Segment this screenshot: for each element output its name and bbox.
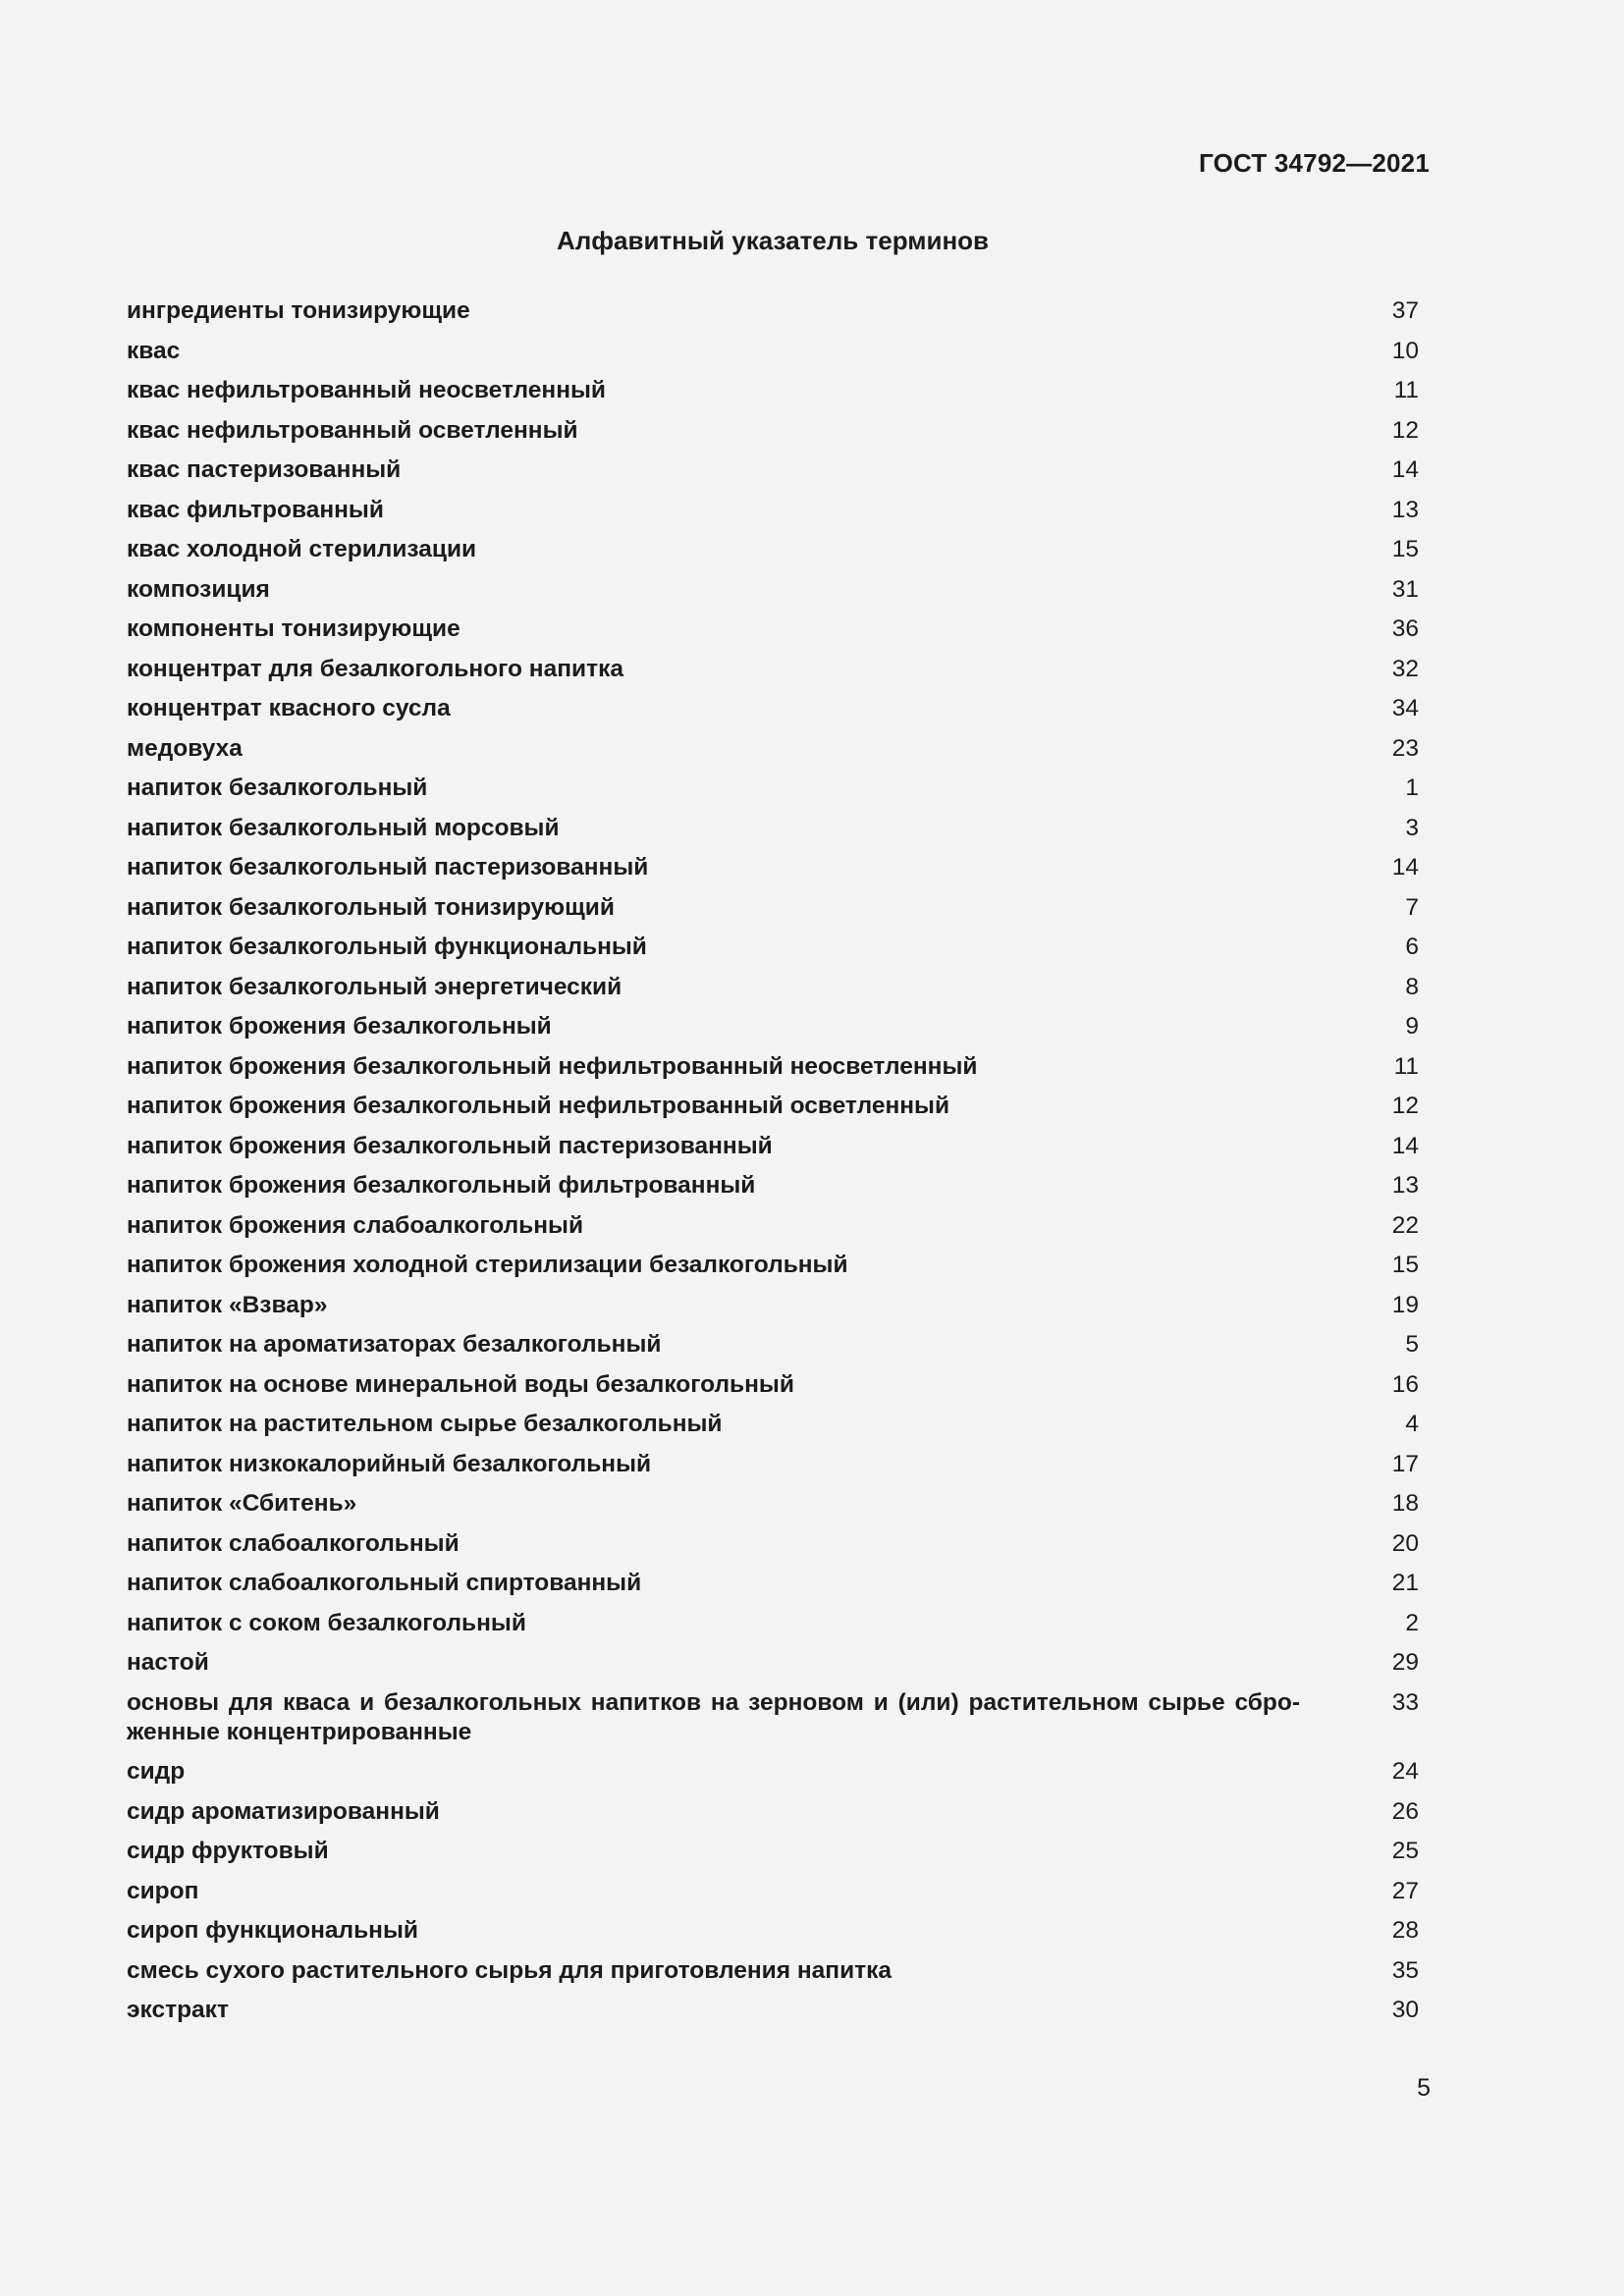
- index-term: сироп: [127, 1877, 199, 1904]
- index-term: основы для кваса и безалкогольных напитков на зерновом и (или) растительном сырье сбро-женные концентрированные: [127, 1688, 1300, 1745]
- index-entry: [127, 535, 1419, 564]
- index-entry: [127, 1996, 1419, 2025]
- index-term: компоненты тонизирующие: [127, 615, 460, 642]
- index-entry: [127, 1877, 1419, 1906]
- index-page-ref: 28: [1391, 1917, 1419, 1944]
- index-page-ref: 14: [1391, 456, 1419, 483]
- index-term: напиток брожения холодной стерилизации безалкогольный: [127, 1252, 848, 1278]
- index-page-ref: 12: [1391, 416, 1419, 444]
- index-entry: [127, 1132, 1419, 1161]
- index-page-ref: 11: [1393, 1052, 1419, 1080]
- index-page-ref: 13: [1391, 496, 1419, 523]
- index-entry: [127, 1171, 1419, 1201]
- index-entry: [127, 655, 1419, 684]
- index-term: напиток слабоалкогольный: [127, 1529, 460, 1557]
- index-page-ref: 21: [1391, 1570, 1419, 1596]
- index-entry: [127, 416, 1419, 446]
- index-term: сироп функциональный: [127, 1917, 418, 1944]
- index-term: напиток брожения безалкогольный: [127, 1013, 552, 1040]
- index-entry: [127, 1251, 1419, 1280]
- index-page-ref: 14: [1391, 854, 1419, 881]
- index-page-ref: 17: [1391, 1450, 1419, 1477]
- index-term: напиток безалкогольный энергетический: [127, 973, 623, 1000]
- index-page-ref: 25: [1391, 1838, 1419, 1864]
- index-term: напиток безалкогольный пастеризованный: [127, 854, 649, 881]
- index-term: напиток «Взвар»: [127, 1291, 328, 1318]
- index-entry: [127, 893, 1419, 923]
- index-entry: [127, 1489, 1419, 1519]
- index-page-ref: 22: [1391, 1211, 1419, 1239]
- index-entry: [127, 1410, 1419, 1439]
- index-page-ref: 37: [1391, 297, 1419, 324]
- index-entry: [127, 296, 1419, 326]
- index-page-ref: 29: [1391, 1649, 1419, 1676]
- index-entry: [127, 1330, 1419, 1360]
- index-entry: [127, 694, 1419, 723]
- index-term: сидр: [127, 1758, 186, 1785]
- index-entry: [127, 496, 1419, 525]
- index-entry: [127, 376, 1419, 405]
- index-entry: [127, 1092, 1419, 1121]
- index-page-ref: 19: [1391, 1291, 1419, 1318]
- index-term: напиток безалкогольный функциональный: [127, 934, 647, 960]
- index-entry: [127, 1529, 1419, 1559]
- index-term: сидр фруктовый: [127, 1838, 329, 1864]
- index-page-ref: 33: [1391, 1688, 1419, 1716]
- index-page-ref: 11: [1393, 377, 1419, 403]
- index-title: Алфавитный указатель терминов: [556, 226, 990, 255]
- index-entry: [127, 337, 1419, 366]
- index-entry: [127, 853, 1419, 882]
- index-entry: [127, 1012, 1419, 1041]
- index-entry: [127, 1688, 1419, 1747]
- index-term: концентрат для безалкогольного напитка: [127, 655, 623, 682]
- index-page-ref: 20: [1391, 1529, 1419, 1557]
- index-entry: [127, 973, 1419, 1002]
- index-term: напиток безалкогольный: [127, 774, 428, 801]
- index-entry: [127, 1569, 1419, 1598]
- index-page-ref: 2: [1405, 1609, 1419, 1636]
- index-page-ref: 9: [1405, 1013, 1419, 1040]
- index-term: напиток брожения слабоалкогольный: [127, 1211, 584, 1239]
- index-page-ref: 8: [1405, 973, 1419, 1000]
- index-entry: [127, 1757, 1419, 1787]
- index-entry: [127, 814, 1419, 843]
- index-term: квас холодной стерилизации: [127, 536, 477, 562]
- index-term: концентрат квасного сусла: [127, 695, 451, 721]
- index-term: квас: [127, 337, 181, 364]
- index-term: напиток на растительном сырье безалкогольный: [127, 1411, 723, 1437]
- index-term: сидр ароматизированный: [127, 1797, 440, 1825]
- index-page-ref: 14: [1391, 1132, 1419, 1159]
- index-page-ref: 10: [1391, 337, 1419, 364]
- index-entry: [127, 614, 1419, 644]
- index-entry: [127, 1797, 1419, 1827]
- index-page-ref: 5: [1405, 1331, 1419, 1358]
- index-page-ref: 32: [1391, 655, 1419, 682]
- index-term: напиток «Сбитень»: [127, 1490, 357, 1517]
- index-term: напиток слабоалкогольный спиртованный: [127, 1570, 642, 1596]
- index-entry: [127, 1956, 1419, 1986]
- index-entry: [127, 1052, 1419, 1082]
- index-page-ref: 34: [1391, 695, 1419, 721]
- index-term: квас фильтрованный: [127, 496, 384, 523]
- index-term: напиток безалкогольный тонизирующий: [127, 893, 615, 921]
- index-page-ref: 12: [1391, 1093, 1419, 1119]
- index-entry: [127, 1609, 1419, 1638]
- index-page-ref: 31: [1391, 575, 1419, 603]
- index-entry: [127, 1916, 1419, 1946]
- index-page-ref: 16: [1391, 1370, 1419, 1398]
- index-term: напиток на основе минеральной воды безалкогольный: [127, 1370, 794, 1398]
- index-entry: [127, 1450, 1419, 1479]
- index-page-ref: 6: [1405, 934, 1419, 960]
- index-term: квас нефильтрованный неосветленный: [127, 377, 606, 403]
- index-page-ref: 3: [1405, 814, 1419, 841]
- index-entry: [127, 1211, 1419, 1241]
- index-entry: [127, 1370, 1419, 1400]
- index-entry: [127, 455, 1419, 485]
- index-term: ингредиенты тонизирующие: [127, 297, 470, 324]
- index-page-ref: 15: [1391, 536, 1419, 562]
- index-term: композиция: [127, 575, 270, 603]
- index-page-ref: 30: [1391, 1997, 1419, 2023]
- index-page-ref: 7: [1405, 893, 1419, 921]
- index-page-ref: 18: [1391, 1490, 1419, 1517]
- index-entry: [127, 1648, 1419, 1678]
- index-page-ref: 1: [1405, 774, 1419, 801]
- index-page-ref: 35: [1391, 1956, 1419, 1984]
- index-term: настой: [127, 1649, 209, 1676]
- index-page-ref: 27: [1391, 1877, 1419, 1904]
- index-page-ref: 36: [1391, 615, 1419, 642]
- index-term: напиток брожения безалкогольный фильтрованный: [127, 1172, 756, 1199]
- index-entry: [127, 734, 1419, 764]
- index-page-ref: 24: [1391, 1758, 1419, 1785]
- index-page-ref: 15: [1391, 1252, 1419, 1278]
- index-page-ref: 4: [1405, 1411, 1419, 1437]
- index-term: напиток брожения безалкогольный нефильтрованный неосветленный: [127, 1052, 978, 1080]
- index-term: смесь сухого растительного сырья для приготовления напитка: [127, 1956, 893, 1984]
- index-entry: [127, 774, 1419, 803]
- term-index-list: [127, 296, 1419, 2036]
- index-entry: [127, 933, 1419, 962]
- index-term: напиток брожения безалкогольный нефильтрованный осветленный: [127, 1093, 950, 1119]
- index-term: экстракт: [127, 1997, 229, 2023]
- index-term: напиток безалкогольный морсовый: [127, 814, 560, 841]
- index-page-ref: 23: [1391, 734, 1419, 762]
- index-entry: [127, 575, 1419, 605]
- index-entry: [127, 1837, 1419, 1866]
- index-term: напиток брожения безалкогольный пастеризованный: [127, 1132, 773, 1159]
- document-code: ГОСТ 34792—2021: [1199, 148, 1430, 178]
- page-number: 5: [1417, 2074, 1431, 2102]
- index-page-ref: 13: [1391, 1172, 1419, 1199]
- index-term: напиток с соком безалкогольный: [127, 1609, 526, 1636]
- index-term: напиток низкокалорийный безалкогольный: [127, 1450, 652, 1477]
- index-term: напиток на ароматизаторах безалкогольный: [127, 1331, 662, 1358]
- index-term: медовуха: [127, 734, 243, 762]
- index-term: квас пастеризованный: [127, 456, 402, 483]
- index-term: квас нефильтрованный осветленный: [127, 416, 578, 444]
- index-entry: [127, 1291, 1419, 1320]
- index-page-ref: 26: [1391, 1797, 1419, 1825]
